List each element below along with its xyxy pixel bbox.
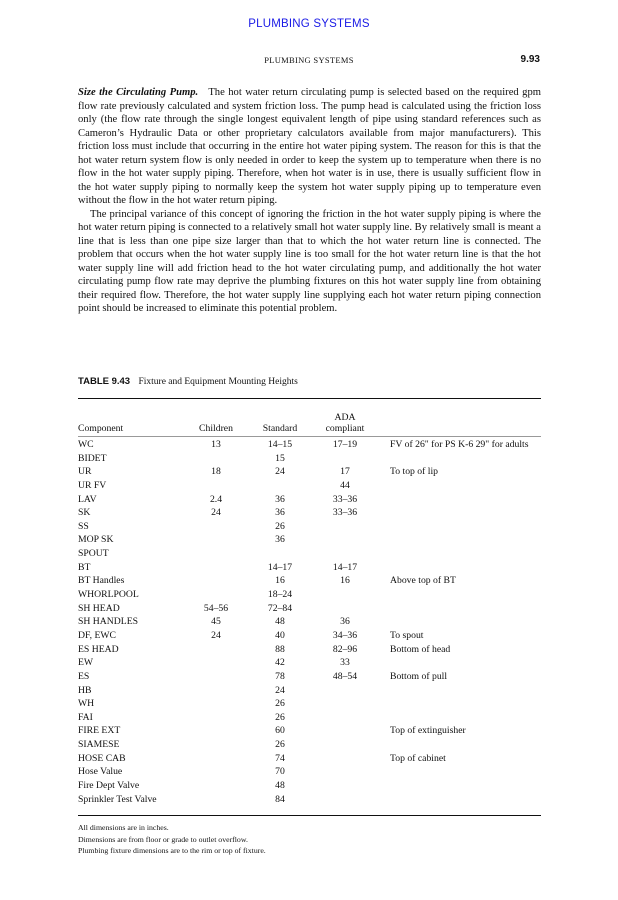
cell-ada: 33 <box>340 657 350 669</box>
table-row <box>78 630 541 644</box>
cell-component: BIDET <box>78 452 107 464</box>
cell-children: 24 <box>211 507 221 519</box>
cell-ada <box>316 739 374 753</box>
footnote: All dimensions are in inches. <box>78 823 169 832</box>
cell-children <box>188 657 244 671</box>
cell-note <box>374 603 541 617</box>
cell-standard: 26 <box>275 520 285 532</box>
cell-children: 24 <box>211 629 221 641</box>
paragraph-circulating-pump <box>78 86 541 208</box>
cell-note <box>374 766 541 780</box>
cell-note <box>374 616 541 630</box>
cell-ada <box>316 698 374 712</box>
col-header-children: Children <box>199 423 233 434</box>
cell-note: Top of cabinet <box>390 752 446 764</box>
cell-ada <box>316 603 374 617</box>
footnote: Dimensions are from floor or grade to outlet overflow. <box>78 834 248 844</box>
table-row <box>78 466 541 480</box>
cell-component: Sprinkler Test Valve <box>78 793 157 805</box>
cell-note <box>374 548 541 562</box>
cell-standard: 26 <box>275 711 285 723</box>
cell-note <box>374 507 541 521</box>
cell-component: SH HEAD <box>78 602 120 614</box>
cell-component: SPOUT <box>78 548 109 560</box>
cell-standard: 78 <box>275 670 285 682</box>
table-row <box>78 480 541 494</box>
cell-component: ES <box>78 670 90 682</box>
table-row <box>78 603 541 617</box>
cell-standard: 84 <box>275 793 285 805</box>
cell-note: To spout <box>390 629 424 641</box>
cell-children <box>188 575 244 589</box>
table-row <box>78 534 541 548</box>
col-header-component: Component <box>78 423 124 434</box>
cell-note <box>374 494 541 508</box>
table-bottom-rule <box>78 815 541 816</box>
cell-standard: 26 <box>275 739 285 751</box>
cell-standard: 24 <box>275 466 285 478</box>
table-row <box>78 753 541 767</box>
cell-children <box>188 685 244 699</box>
cell-component: SH HANDLES <box>78 616 139 628</box>
col-header-ada <box>316 404 374 434</box>
cell-note <box>374 562 541 576</box>
cell-component: SK <box>78 507 91 519</box>
table-row <box>78 698 541 712</box>
cell-note <box>374 657 541 671</box>
book-banner-title: PLUMBING SYSTEMS <box>248 18 370 30</box>
cell-standard: 48 <box>275 616 285 628</box>
table-caption <box>78 376 298 387</box>
run-in-heading: Size the Circulating Pump. <box>78 87 199 98</box>
cell-ada: 17–19 <box>332 439 358 450</box>
cell-component: UR FV <box>78 479 107 491</box>
table-row <box>78 712 541 726</box>
table-footnotes <box>78 822 266 857</box>
cell-standard: 14–15 <box>267 439 293 450</box>
cell-standard: 72–84 <box>267 602 293 614</box>
cell-ada <box>316 780 374 794</box>
cell-standard: 15 <box>275 452 285 464</box>
cell-ada <box>316 685 374 699</box>
cell-note <box>374 480 541 494</box>
cell-component: UR <box>78 466 92 478</box>
table-row <box>78 780 541 794</box>
table-row <box>78 507 541 521</box>
cell-note <box>374 712 541 726</box>
page-number: 9.93 <box>520 54 540 65</box>
table-row <box>78 671 541 685</box>
paragraph-text: The hot water return circulating pump is selected based on the required gpm flow rate previously calculated and system friction loss. The pump head is calculated using the friction loss only (the flow rate through the single longest equivalent length of pipe using standard references such as Cameron’s Hydraulic Data or other proprietary calculators available from major manufacturers). This friction loss must include that occurring in the entire hot water piping system. The reason for this is that the hot water return system flow is only needed in order to keep the system up to temperature when there is no flow in the hot water supply piping. Therefore, when hot water is in use, there is usually sufficient flow in the hot water supply piping to normally keep the system hot water supply piping up to temperature even without the flow in the hot water return piping. <box>78 87 541 206</box>
cell-standard: 36 <box>275 507 285 519</box>
table-row <box>78 644 541 658</box>
cell-standard: 88 <box>275 643 285 655</box>
table-number: TABLE 9.43 <box>78 376 131 387</box>
cell-component: BT <box>78 561 91 573</box>
cell-component: HOSE CAB <box>78 752 126 764</box>
cell-children <box>188 589 244 603</box>
cell-standard: 24 <box>275 684 285 696</box>
cell-standard: 42 <box>275 657 285 669</box>
table-row <box>78 434 541 453</box>
cell-note <box>374 685 541 699</box>
cell-children <box>188 698 244 712</box>
table-row <box>78 494 541 508</box>
cell-note <box>374 780 541 794</box>
cell-children <box>188 562 244 576</box>
cell-ada <box>316 794 374 808</box>
cell-children <box>188 766 244 780</box>
cell-children <box>188 725 244 739</box>
cell-ada <box>316 453 374 467</box>
cell-component: EW <box>78 657 94 669</box>
cell-children <box>188 480 244 494</box>
cell-ada <box>316 521 374 535</box>
cell-children <box>188 644 244 658</box>
cell-note <box>374 794 541 808</box>
cell-ada: 16 <box>340 575 350 587</box>
cell-standard: 74 <box>275 752 285 764</box>
running-head-title: PLUMBING SYSTEMS <box>264 55 354 65</box>
cell-component: DF, EWC <box>78 629 116 641</box>
cell-ada: 14–17 <box>332 561 358 573</box>
ada-label: ADA <box>334 412 356 423</box>
table-row <box>78 725 541 739</box>
cell-standard: 60 <box>275 725 285 737</box>
cell-note <box>374 589 541 603</box>
cell-standard <box>244 480 316 494</box>
ada-compliant-label: compliant <box>325 423 365 434</box>
cell-component: FAI <box>78 711 93 723</box>
cell-standard: 70 <box>275 766 285 778</box>
table-row <box>78 589 541 603</box>
cell-note <box>374 739 541 753</box>
cell-note: Top of extinguisher <box>390 725 466 737</box>
cell-ada <box>316 534 374 548</box>
cell-ada: 34–36 <box>332 629 358 641</box>
cell-component: ES HEAD <box>78 643 119 655</box>
cell-ada: 33–36 <box>332 507 358 519</box>
paragraph-principal-variance: The principal variance of this concept of ignoring the friction in the hot water supply piping is where the hot water return piping is connected to a relatively small hot water supply line. By relatively small is meant a line that is less than one pipe size larger than that to which the hot water return line is connected. The problem that occurs when the hot water supply line is too small for the hot water return line is that the hot water supply line will add friction head to the hot water circulating pump, and additionally the hot water circulating pump flow rate may deprive the plumbing fixtures on this hot water supply line from obtaining their required flow. Therefore, the hot water supply line supplying each hot water return piping connection point should be increased to eliminate this potential problem. <box>78 208 541 314</box>
table-row <box>78 766 541 780</box>
table-header-row <box>78 404 541 434</box>
cell-children: 13 <box>211 439 221 450</box>
cell-component: LAV <box>78 493 97 505</box>
table-row <box>78 562 541 576</box>
cell-children <box>188 521 244 535</box>
cell-note <box>374 453 541 467</box>
table-row <box>78 575 541 589</box>
cell-component: SIAMESE <box>78 739 120 751</box>
cell-component: SS <box>78 520 89 532</box>
cell-note <box>374 698 541 712</box>
cell-note <box>374 521 541 535</box>
body-text <box>78 86 541 316</box>
cell-children <box>188 453 244 467</box>
cell-standard: 40 <box>275 629 285 641</box>
cell-children <box>188 671 244 685</box>
cell-children <box>188 739 244 753</box>
cell-note <box>374 534 541 548</box>
running-head <box>78 55 540 69</box>
cell-children <box>188 548 244 562</box>
cell-note: Bottom of head <box>390 643 451 655</box>
table-row <box>78 548 541 562</box>
cell-standard: 14–17 <box>267 561 293 573</box>
cell-children: 45 <box>211 616 221 628</box>
table-top-rule <box>78 398 541 399</box>
cell-ada: 44 <box>340 479 350 491</box>
cell-component: Fire Dept Valve <box>78 780 140 792</box>
cell-ada <box>316 725 374 739</box>
cell-standard: 26 <box>275 698 285 710</box>
cell-component: FIRE EXT <box>78 725 121 737</box>
cell-ada: 36 <box>340 616 350 628</box>
cell-component: Hose Value <box>78 766 123 778</box>
cell-note: To top of lip <box>390 466 439 478</box>
table-title: Fixture and Equipment Mounting Heights <box>138 377 298 387</box>
cell-component: HB <box>78 684 92 696</box>
cell-children <box>188 780 244 794</box>
col-header-standard: Standard <box>262 423 298 434</box>
cell-ada: 48–54 <box>332 670 358 682</box>
cell-component: WHORLPOOL <box>78 589 139 601</box>
cell-children <box>188 753 244 767</box>
table-row <box>78 453 541 467</box>
cell-standard: 36 <box>275 493 285 505</box>
mounting-heights-table <box>78 404 541 807</box>
cell-ada: 33–36 <box>332 493 358 505</box>
table-row <box>78 794 541 808</box>
cell-note: Above top of BT <box>390 575 456 587</box>
cell-standard: 36 <box>275 534 285 546</box>
cell-children: 18 <box>211 466 221 478</box>
cell-component: BT Handles <box>78 575 125 587</box>
cell-standard: 18–24 <box>267 589 293 601</box>
cell-children <box>188 534 244 548</box>
cell-note: Bottom of pull <box>390 670 448 682</box>
cell-ada <box>316 712 374 726</box>
col-header-notes <box>374 404 541 434</box>
cell-standard <box>244 548 316 562</box>
cell-standard: 48 <box>275 780 285 792</box>
cell-ada <box>316 548 374 562</box>
cell-standard: 16 <box>275 575 285 587</box>
table-row <box>78 616 541 630</box>
cell-children: 54–56 <box>203 602 229 614</box>
cell-children: 2.4 <box>209 493 223 505</box>
cell-ada: 82–96 <box>332 643 358 655</box>
cell-ada <box>316 753 374 767</box>
cell-note: FV of 26" for PS K-6 29" for adults <box>390 439 529 450</box>
cell-ada: 17 <box>340 466 350 478</box>
cell-ada <box>316 589 374 603</box>
cell-component: WC <box>78 439 94 450</box>
table-row <box>78 685 541 699</box>
cell-children <box>188 794 244 808</box>
cell-component: WH <box>78 698 95 710</box>
cell-component: MOP SK <box>78 534 114 546</box>
table-row <box>78 521 541 535</box>
table-body <box>78 434 541 807</box>
footnote: Plumbing fixture dimensions are to the rim or top of fixture. <box>78 846 266 855</box>
cell-ada <box>316 766 374 780</box>
cell-children <box>188 712 244 726</box>
table-row <box>78 739 541 753</box>
table-row <box>78 657 541 671</box>
